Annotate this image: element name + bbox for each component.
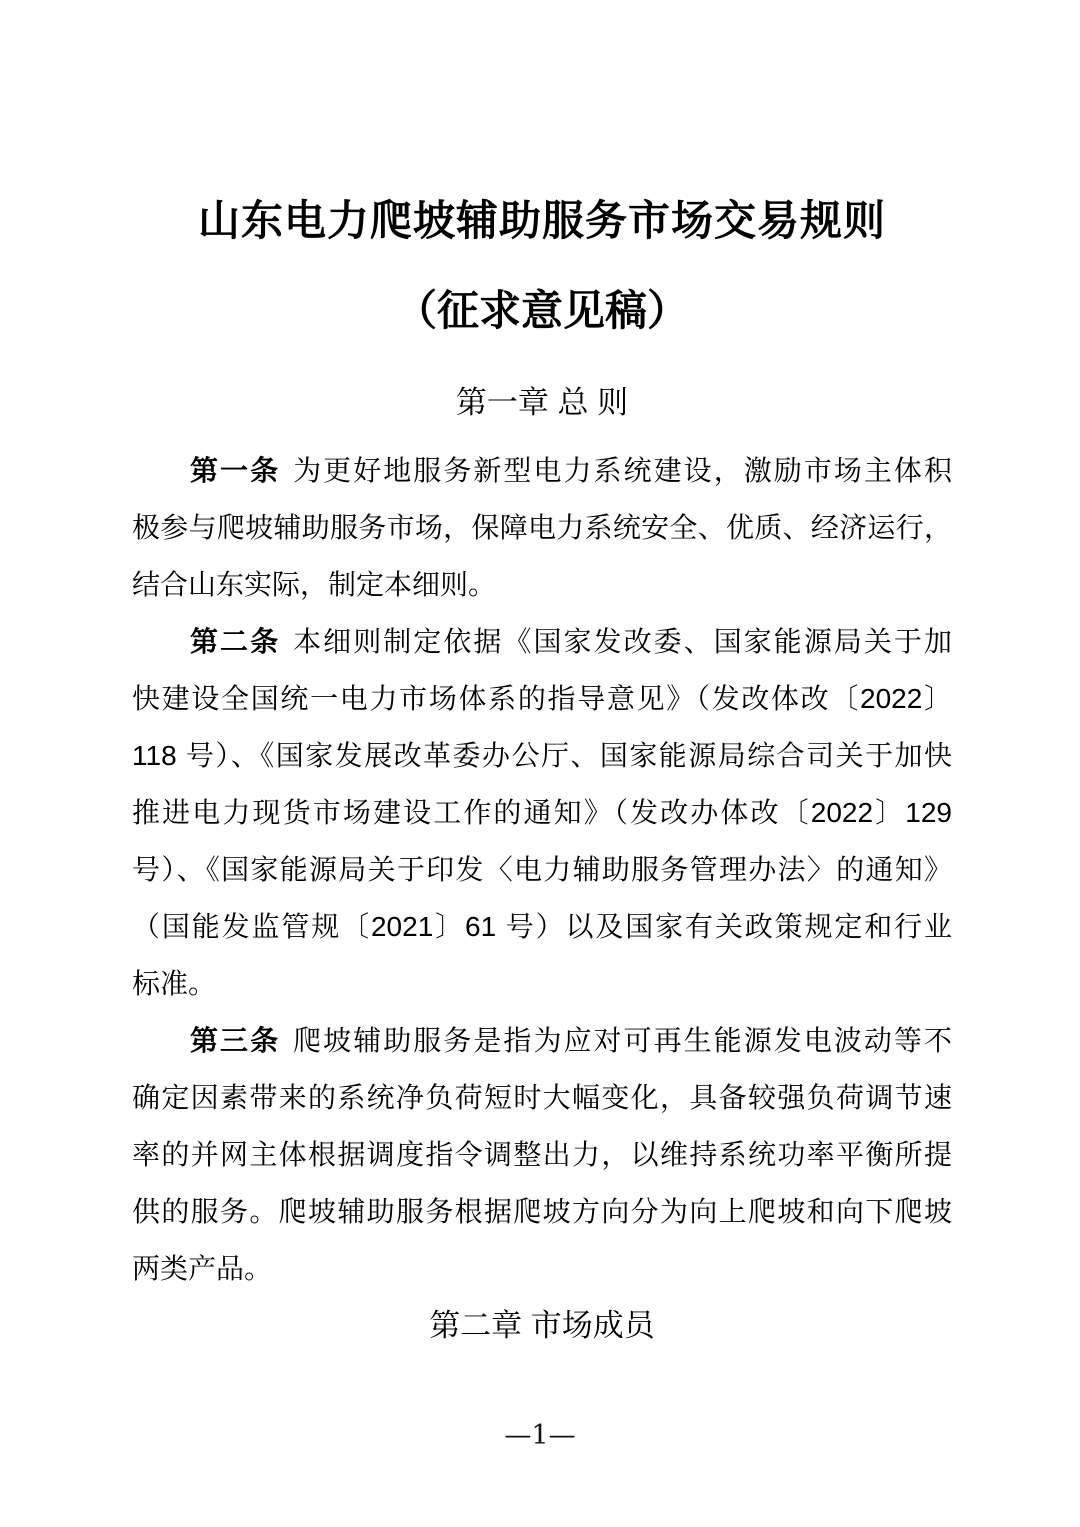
- article-2: [132, 613, 952, 1012]
- chapter-2-heading: 第二章 市场成员: [429, 1308, 655, 1344]
- text-line: [132, 613, 952, 670]
- text-line: 率的并网主体根据调度指令调整出力，以维持系统功率平衡所提: [132, 1139, 952, 1171]
- text-line: 确定因素带来的系统净负荷短时大幅变化，具备较强负荷调节速: [132, 1082, 952, 1114]
- text-line: 快建设全国统一电力市场体系的指导意见》（发改体改〔2022〕: [132, 683, 952, 715]
- text-line: 结合山东实际，制定本细则。: [132, 569, 497, 601]
- document-title: 山东电力爬坡辅助服务市场交易规则: [197, 197, 886, 244]
- text-line: 标准。: [132, 968, 217, 1000]
- text-line: 118 号）、《国家发展改革委办公厅、国家能源局综合司关于加快: [132, 740, 952, 772]
- text-line: 两类产品。: [132, 1253, 273, 1285]
- text-line: 极参与爬坡辅助服务市场，保障电力系统安全、优质、经济运行，: [132, 512, 952, 544]
- article-1-label: 第一条: [190, 455, 281, 487]
- article-1: [132, 442, 952, 613]
- text-line: 推进电力现货市场建设工作的通知》（发改办体改〔2022〕129: [132, 797, 952, 829]
- article-2-text: 本细则制定依据《国家发改委、国家能源局关于加: [293, 626, 952, 658]
- article-1-text: 为更好地服务新型电力系统建设，激励市场主体积: [293, 455, 952, 487]
- article-3-text: 爬坡辅助服务是指为应对可再生能源发电波动等不: [293, 1025, 952, 1057]
- text-line: 供的服务。爬坡辅助服务根据爬坡方向分为向上爬坡和向下爬坡: [132, 1196, 952, 1228]
- article-3-label: 第三条: [190, 1025, 281, 1057]
- chapter-1-heading: 第一章 总 则: [455, 385, 629, 421]
- text-line: （国能发监管规〔2021〕61 号）以及国家有关政策规定和行业: [132, 911, 952, 943]
- document-body: [132, 442, 952, 1354]
- text-line: 号）、《国家能源局关于印发〈电力辅助服务管理办法〉的通知》: [132, 854, 952, 886]
- article-3: [132, 1012, 952, 1297]
- article-2-label: 第二条: [190, 626, 281, 658]
- page-number: —1—: [504, 1420, 576, 1451]
- document-subtitle: （征求意见稿）: [394, 287, 689, 335]
- text-line: [132, 442, 952, 499]
- text-line: [132, 1012, 952, 1069]
